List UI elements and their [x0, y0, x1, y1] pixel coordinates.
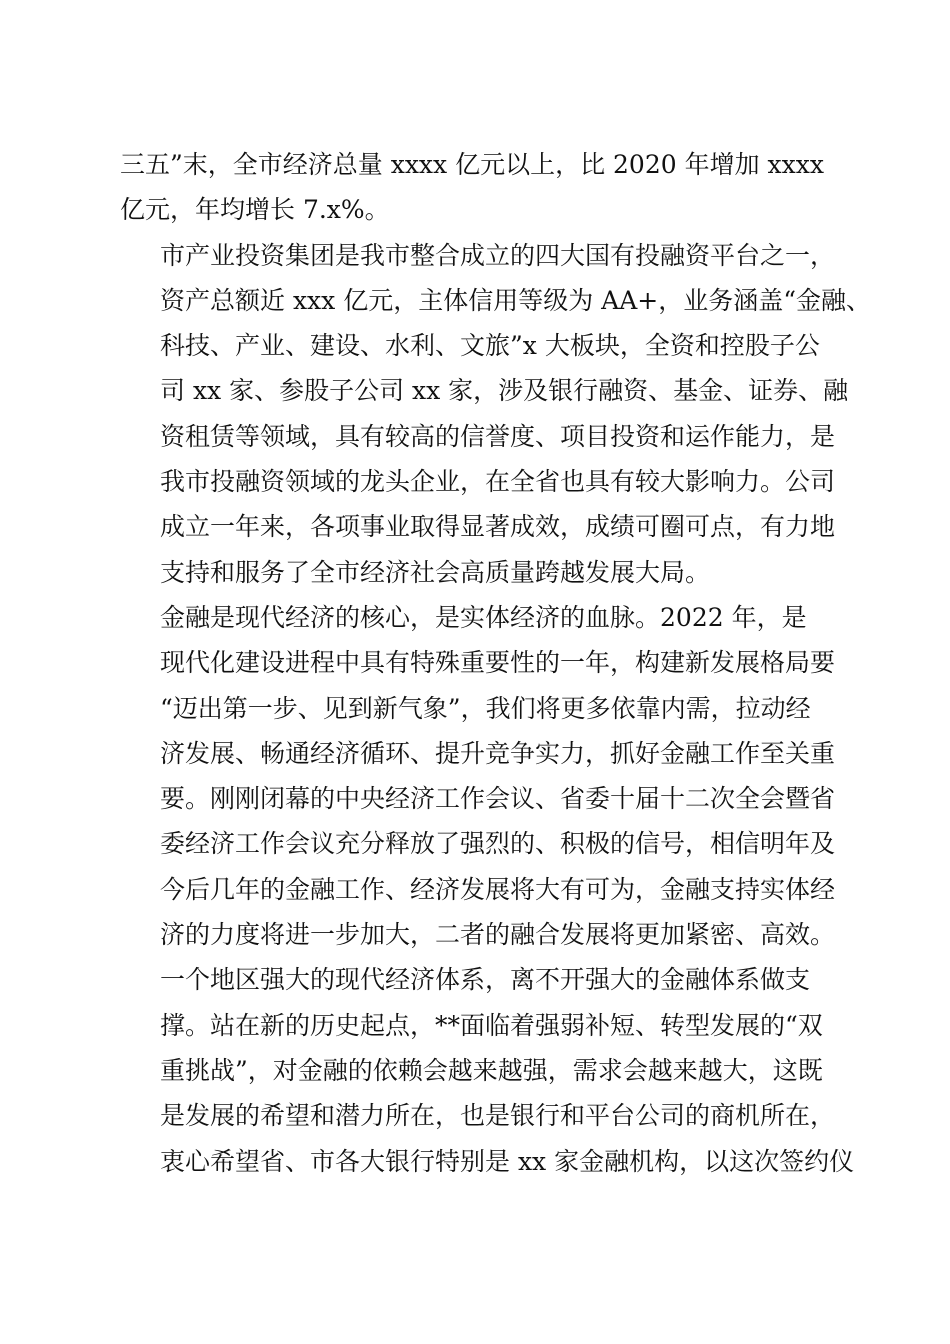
text-line: 是发展的希望和潜力所在，也是银行和平台公司的商机所在，	[160, 1101, 836, 1131]
text-line: 亿元，年均增长 7.x%。	[120, 195, 390, 225]
text-line: 委经济工作会议充分释放了强烈的、积极的信号，相信明年及	[160, 829, 836, 859]
text-line: 要。刚刚闭幕的中央经济工作会议、省委十届十二次全会暨省	[160, 784, 836, 814]
text-line: 三五”末，全市经济总量 xxxx 亿元以上，比 2020 年增加 xxxx	[120, 150, 824, 179]
text-line: 重挑战”，对金融的依赖会越来越强，需求会越来越大，这既	[160, 1055, 823, 1085]
text-line: 一个地区强大的现代经济体系，离不开强大的金融体系做支	[160, 965, 811, 995]
text-line: 成立一年来，各项事业取得显著成效，成绩可圈可点，有力地	[160, 512, 836, 542]
text-line: “迈出第一步、见到新气象”，我们将更多依靠内需，拉动经	[160, 693, 811, 723]
text-line: 金融是现代经济的核心，是实体经济的血脉。2022 年，是	[160, 602, 807, 632]
text-line: 市产业投资集团是我市整合成立的四大国有投融资平台之一，	[160, 240, 836, 270]
text-line: 济的力度将进一步加大，二者的融合发展将更加紧密、高效。	[160, 920, 836, 950]
text-line: 现代化建设进程中具有特殊重要性的一年，构建新发展格局要	[160, 648, 836, 678]
text-line: 资租赁等领域，具有较高的信誉度、项目投资和运作能力，是	[160, 421, 836, 451]
text-line: 衷心希望省、市各大银行特别是 xx 家金融机构，以这次签约仪	[160, 1146, 855, 1176]
paragraph-2	[120, 233, 871, 595]
text-line: 撑。站在新的历史起点，**面临着强弱补短、转型发展的“双	[160, 1010, 823, 1040]
paragraph-1	[120, 142, 832, 233]
text-line: 支持和服务了全市经济社会高质量跨越发展大局。	[160, 557, 711, 587]
paragraph-4	[120, 957, 855, 1183]
text-line: 科技、产业、建设、水利、文旅”x 大板块，全资和控股子公	[160, 331, 820, 361]
paragraph-3	[120, 595, 836, 957]
text-line: 今后几年的金融工作、经济发展将大有可为，金融支持实体经	[160, 874, 836, 904]
document-body	[120, 142, 871, 1184]
text-line: 济发展、畅通经济循环、提升竞争实力，抓好金融工作至关重	[160, 738, 836, 768]
text-line: 司 xx 家、参股子公司 xx 家，涉及银行融资、基金、证券、融	[160, 376, 849, 406]
text-line: 我市投融资领域的龙头企业，在全省也具有较大影响力。公司	[160, 467, 836, 497]
text-line: 资产总额近 xxx 亿元，主体信用等级为 AA+，业务涵盖“金融、	[160, 285, 871, 315]
